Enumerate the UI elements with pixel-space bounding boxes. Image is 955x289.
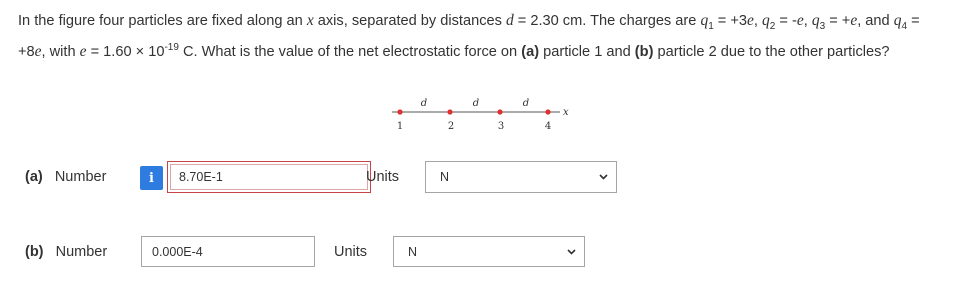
particle-1 [397, 109, 402, 114]
distance-label-1: d [420, 98, 428, 109]
particles-figure [388, 98, 578, 138]
part-b-units-value: N [408, 244, 418, 259]
particle-label-1: 1 [396, 121, 404, 132]
particle-label-2: 2 [447, 121, 455, 132]
chevron-down-icon [599, 174, 608, 180]
part-a-number-value[interactable]: 8.70E-1 [170, 164, 368, 190]
part-b-number-label: Number [55, 244, 108, 260]
part-a-number-input[interactable] [167, 161, 371, 193]
x-axis-label: x [563, 107, 569, 118]
particle-3 [497, 109, 502, 114]
part-a-label [25, 169, 106, 185]
part-b-number-input[interactable]: 0.000E-4 [141, 236, 315, 267]
part-b-units-label: Units [334, 244, 368, 260]
particle-4 [545, 109, 550, 114]
particle-2 [447, 109, 452, 114]
part-a-units-select[interactable] [425, 161, 617, 193]
part-a-number-label: Number [54, 169, 107, 185]
particles-diagram [388, 98, 578, 138]
distance-label-3: d [522, 98, 530, 109]
part-b-units-select[interactable] [393, 236, 585, 267]
part-a-units-value: N [440, 170, 450, 184]
chevron-down-icon [567, 249, 576, 255]
particle-label-3: 3 [497, 121, 505, 132]
info-icon[interactable]: i [140, 166, 163, 190]
distance-label-2: d [472, 98, 480, 109]
part-a-units-label: Units [366, 169, 400, 185]
part-a-letter: (a) [25, 169, 43, 185]
question-text: In the figure four particles are fixed along an x axis, separated by distances d = 2.30 cm. The charges are $q_1 = +3e$, $q_2 = -e$, $q_3 = +e$, and $q_4 = +8e$, with $e = 1.60 \times 10^{-19}$ C. What is the value of the net electrostatic force on (a) particle 1 and (b) particle 2 due to the other particles? [18, 12, 920, 60]
part-b-letter: (b) [25, 244, 44, 260]
part-b-label [25, 244, 107, 260]
particle-label-4: 4 [544, 121, 552, 132]
